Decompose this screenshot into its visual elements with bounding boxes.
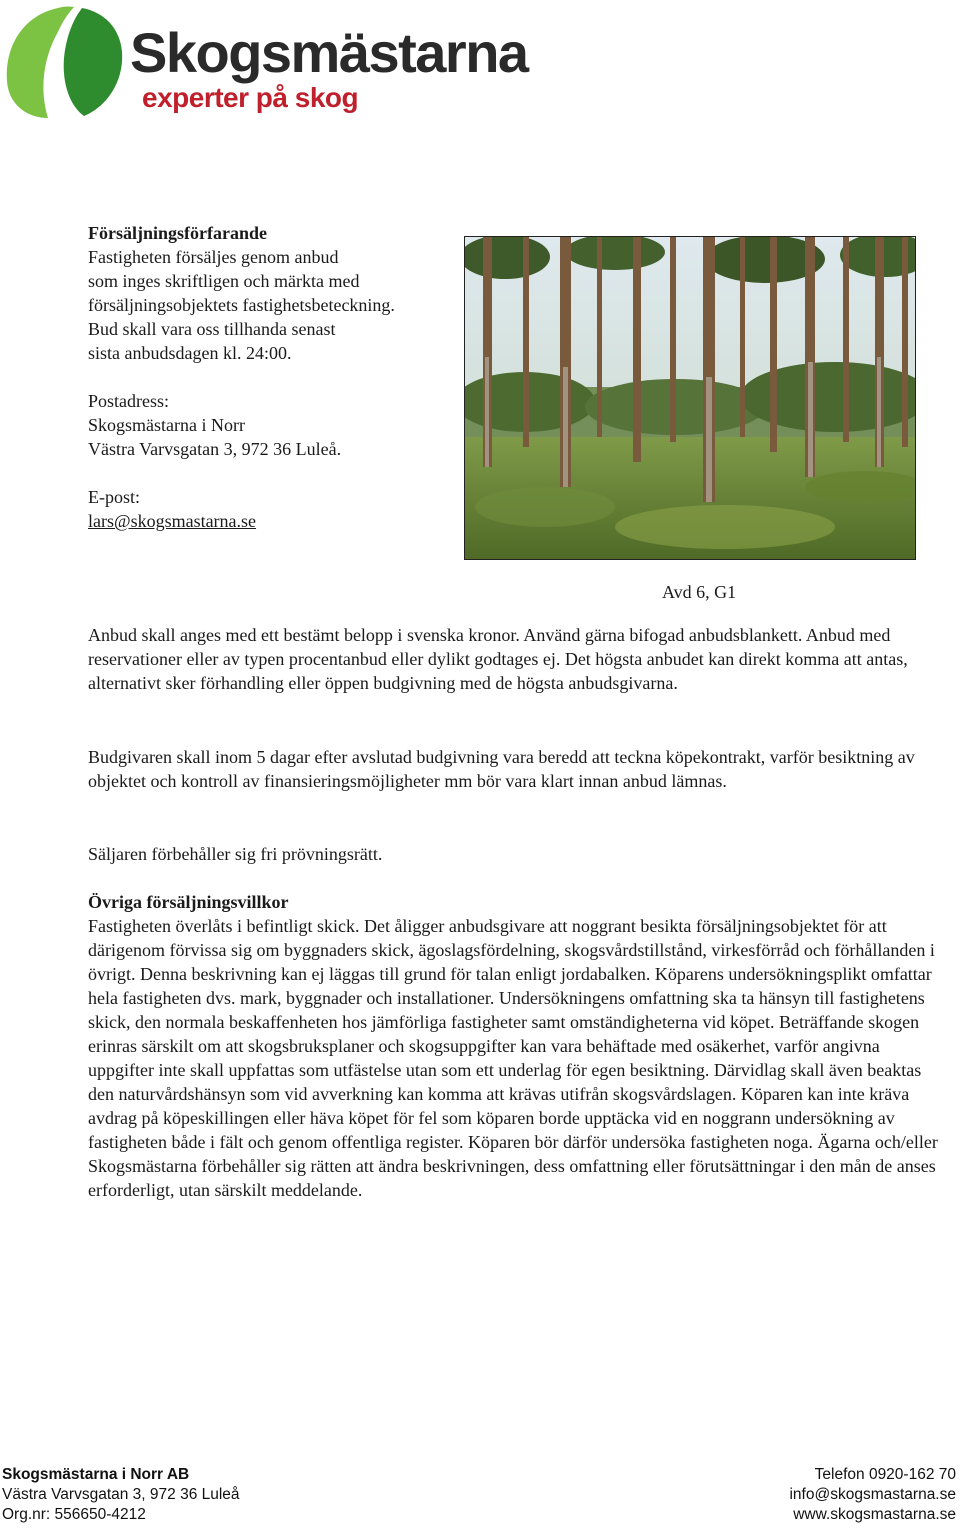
postal-label: Postadress: bbox=[88, 391, 169, 411]
logo-tagline: experter på skog bbox=[142, 82, 359, 113]
email-link[interactable]: lars@skogsmastarna.se bbox=[88, 511, 257, 531]
other-terms-heading: Övriga försäljningsvillkor bbox=[88, 892, 289, 912]
procedure-line: som inges skriftligen och märkta med bbox=[88, 271, 360, 291]
sale-procedure-heading: Försäljningsförfarande bbox=[88, 223, 267, 243]
reservation-paragraph bbox=[88, 842, 938, 866]
footer-phone: Telefon 0920-162 70 bbox=[814, 1466, 956, 1483]
other-terms-text: Fastigheten överlåts i befintligt skick. Det åligger anbudsgivare att noggrant besikta försäljningsobjektet för att därigenom förvissa sig om byggnaders skick, ägoslagsfördelning, skogsvårdstillstånd, virkesförråd och förhållanden i övrigt. Denna beskrivning kan ej läggas till grund för talan enligt jordabalken. Köparens undersökningsplikt omfattar hela fastigheten dvs. mark, byggnader och installationer. Undersökningens omfattning ska ta hänsyn till fastighetens skick, den normala beskaffenheten hos jämförliga fastigheter samt omständigheterna vid köpet. Beträffande skogen erinras särskilt om att skogsbruksplaner och skogsuppgifter kan vara behäftade med osäkerhet, varför angivna uppgifter inte skall uppfattas som utfästelse utan som ett underlag för egen besiktning. Därvidlag skall även beaktas den naturvårdshänsyn som vid avverkning kan komma att krävas utifrån skogsvårdslagen. Köparen kan inte kräva avdrag på köpeskillingen eller häva köpet för fel som köparen borde upptäcka vid en noggrann undersökning av fastigheten både i fält och genom offentliga register. Köparen bör därför undersöka fastigheten noga. Ägarna och/eller Skogsmästarna förbehåller sig rätten att ändra beskrivningen, dess omfattning eller förutsättningar i den mån de anses erforderligt, utan särskilt meddelande. bbox=[88, 916, 938, 1200]
leaf-logo-icon bbox=[0, 2, 130, 122]
footer-right bbox=[789, 1465, 956, 1525]
postal-line: Skogsmästarna i Norr bbox=[88, 415, 245, 435]
footer-company: Skogsmästarna i Norr AB bbox=[2, 1466, 190, 1483]
sale-procedure-section bbox=[88, 221, 458, 533]
procedure-line: försäljningsobjektets fastighetsbeteckning. bbox=[88, 295, 395, 315]
logo-wordmark: Skogsmästarna bbox=[130, 21, 528, 84]
bidder-paragraph bbox=[88, 745, 938, 793]
footer-website[interactable]: www.skogsmastarna.se bbox=[793, 1506, 956, 1523]
procedure-line: sista anbudsdagen kl. 24:00. bbox=[88, 343, 292, 363]
footer-org-nr: Org.nr: 556650-4212 bbox=[2, 1506, 146, 1523]
paragraph-text: Säljaren förbehåller sig fri prövningsrätt. bbox=[88, 844, 383, 864]
footer-address: Västra Varvsgatan 3, 972 36 Luleå bbox=[2, 1486, 240, 1503]
forest-image bbox=[465, 237, 915, 559]
postal-line: Västra Varvsgatan 3, 972 36 Luleå. bbox=[88, 439, 342, 459]
company-logo bbox=[0, 0, 528, 122]
photo-caption: Avd 6, G1 bbox=[662, 582, 737, 602]
procedure-line: Fastigheten försäljes genom anbud bbox=[88, 247, 339, 267]
paragraph-text: Anbud skall anges med ett bestämt belopp i svenska kronor. Använd gärna bifogad anbudsblankett. Anbud med reservationer eller av typen procentanbud eller dylikt godtages ej. Det högsta anbudet kan direkt komma att antas, alternativt sker förhandling eller öppen budgivning med de högsta anbudsgivarna. bbox=[88, 625, 908, 693]
footer-left bbox=[2, 1465, 240, 1525]
other-terms-section bbox=[88, 890, 938, 1202]
paragraph-text: Budgivaren skall inom 5 dagar efter avslutad budgivning vara beredd att teckna köpekontrakt, varför besiktning av objektet och kontroll av finansieringsmöjligheter mm bör vara klart innan anbud lämnas. bbox=[88, 747, 915, 791]
bid-paragraph bbox=[88, 623, 938, 695]
footer-email[interactable]: info@skogsmastarna.se bbox=[789, 1486, 956, 1503]
forest-photo bbox=[464, 236, 916, 560]
email-label: E-post: bbox=[88, 487, 140, 507]
procedure-line: Bud skall vara oss tillhanda senast bbox=[88, 319, 336, 339]
